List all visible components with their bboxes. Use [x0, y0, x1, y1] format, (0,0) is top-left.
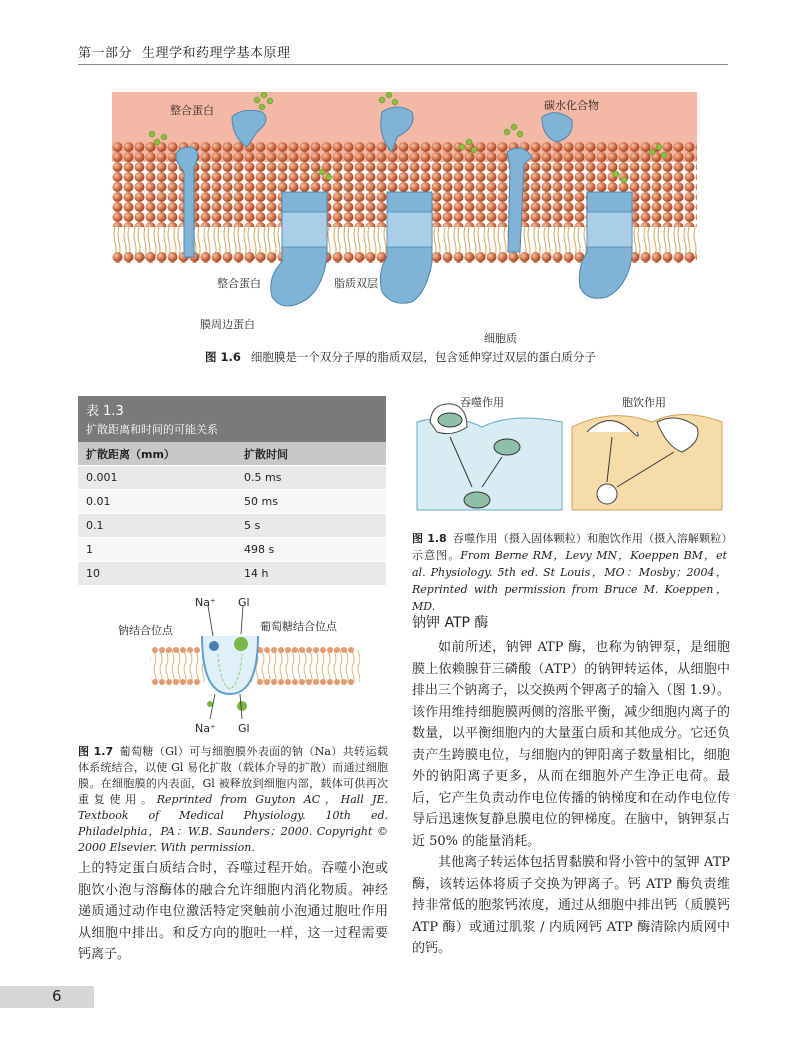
label-na-top: Na⁺ [195, 596, 216, 609]
table-row [78, 562, 386, 586]
paragraph: 其他离子转运体包括胃黏膜和肾小管中的氢钾 ATP 酶，该转运体将质子交换为钾离子。钙 ATP 酶负责维持非常低的胞浆钙浓度，通过从细胞中排出钙（质膜钙 ATP 酶）或通过肌浆 / 内质网钙 ATP 酶清除内质网中的钙。 [412, 855, 730, 956]
table-cell: 0.001 [86, 471, 118, 484]
figure-1-7-number: 图 1.7 [78, 745, 114, 758]
header-rule [78, 64, 728, 65]
label-cytoplasm: 细胞质 [484, 332, 517, 345]
cotransport-illustration [140, 594, 370, 744]
figure-1-7-caption-text: 葡萄糖（Gl）可与细胞膜外表面的钠（Na）共转运载体系统结合，以使 Gl 易化扩散（载体介导的扩散）而通过细胞膜。在细胞膜的内表面，Gl 被释放到细胞内部，载体可供再次重复使用。 [78, 745, 388, 806]
label-na-bottom: Na⁺ [195, 722, 216, 735]
paragraph: 如前所述，钠钾 ATP 酶，也称为钠钾泵，是细胞膜上依赖腺苷三磷酸（ATP）的钠钾转运体，从细胞中排出三个钠离子，以交换两个钾离子的输入（图 1.9）。该作用维持细胞膜两侧的溶胀平衡，减少细胞内离子的数量，以平衡细胞内的大量蛋白质和其他成分。它还负责产生跨膜电位，与细胞内的钾阳离子数量相比，细胞外的钠阳离子更多，从而在细胞外产生净正电荷。最后，它产生负责动作电位传播的钠梯度和在动作电位传导后迅速恢复静息膜电位的钾梯度。在脑中，钠钾泵占近 50% 的能量消耗。 [412, 640, 730, 849]
table-cell: 0.5 ms [244, 471, 282, 484]
figure-1-6-number: 图 1.6 [205, 350, 241, 364]
table-cell: 1 [86, 543, 93, 556]
label-lipid-bilayer: 脂质双层 [334, 277, 378, 290]
table-header-block [78, 396, 386, 442]
body-text-left [78, 858, 388, 966]
figure-1-6-caption [205, 349, 596, 365]
table-number: 表 1.3 [86, 404, 124, 419]
figure-1-6-caption-text: 细胞膜是一个双分子厚的脂质双层，包含延伸穿过双层的蛋白质分子 [250, 350, 596, 364]
cell-membrane-illustration [112, 92, 697, 337]
label-sodium-site: 钠结合位点 [118, 624, 173, 637]
figure-1-8-number: 图 1.8 [412, 532, 447, 545]
table-row [78, 538, 386, 562]
body-text-right [412, 637, 730, 960]
figure-1-8-caption [412, 530, 727, 615]
figure-1-6 [112, 92, 697, 364]
table-cell: 0.1 [86, 519, 104, 532]
page-number: 6 [52, 987, 62, 1005]
label-integral-protein-bottom: 整合蛋白 [217, 277, 261, 290]
figure-1-8-reference: From Berne RM，Levy MN，Koeppen BM，et al. Physiology. 5th ed. St Louis，MO：Mosby；2004，Reprinted with permission from Bruce M. Koeppen，MD. [412, 549, 728, 613]
page-number-bar [0, 986, 94, 1008]
figure-1-8 [412, 392, 727, 520]
table-row [78, 490, 386, 514]
table-cell: 498 s [244, 543, 275, 556]
table-cell: 14 h [244, 567, 269, 580]
label-gl-top: Gl [238, 596, 250, 609]
table-column-headers [78, 442, 386, 466]
table-cell: 0.01 [86, 495, 111, 508]
header-title: 生理学和药理学基本原理 [142, 46, 291, 61]
label-phagocytosis: 吞噬作用 [460, 396, 504, 409]
figure-1-8-caption-text: 吞噬作用（摄入固体颗粒）和胞饮作用（摄入溶解颗粒）示意图。 [412, 532, 727, 562]
table-row [78, 514, 386, 538]
table-row [78, 466, 386, 490]
table-cell: 5 s [244, 519, 261, 532]
paragraph: 上的特定蛋白质结合时，吞噬过程开始。吞噬小泡或胞饮小泡与溶酶体的融合允许细胞内消化物质。神经递质通过动作电位激活特定突触前小泡通过胞吐作用从细胞中排出。和反方向的胞吐一样，这一过程需要钙离子。 [78, 861, 388, 962]
column-header-time: 扩散时间 [244, 447, 288, 461]
table-cell: 50 ms [244, 495, 278, 508]
label-gl-bottom: Gl [238, 722, 250, 735]
label-carbohydrate: 碳水化合物 [544, 99, 599, 112]
label-pinocytosis: 胞饮作用 [622, 396, 666, 409]
column-header-distance: 扩散距离（mm） [86, 447, 175, 461]
label-integral-protein-top: 整合蛋白 [170, 104, 214, 117]
figure-1-7-reference: Reprinted from Guyton AC，Hall JE. Textbook of Medical Physiology. 10th ed. Philadelphia，PA：W.B. Saunders；2000. Copyright © 2000 Elsevier. With permission. [78, 793, 389, 854]
table-title: 扩散距离和时间的可能关系 [86, 423, 218, 436]
label-peripheral-protein: 膜周边蛋白 [200, 318, 255, 331]
header-part: 第一部分 [78, 46, 133, 61]
section-title: 钠钾 ATP 酶 [412, 615, 489, 631]
phagocytosis-pinocytosis-illustration [412, 392, 727, 520]
figure-1-7 [118, 594, 370, 744]
label-glucose-site: 葡萄糖结合位点 [260, 620, 337, 633]
table-cell: 10 [86, 567, 100, 580]
table-1-3 [78, 396, 386, 586]
running-header [78, 42, 291, 61]
figure-1-7-caption [78, 744, 388, 856]
